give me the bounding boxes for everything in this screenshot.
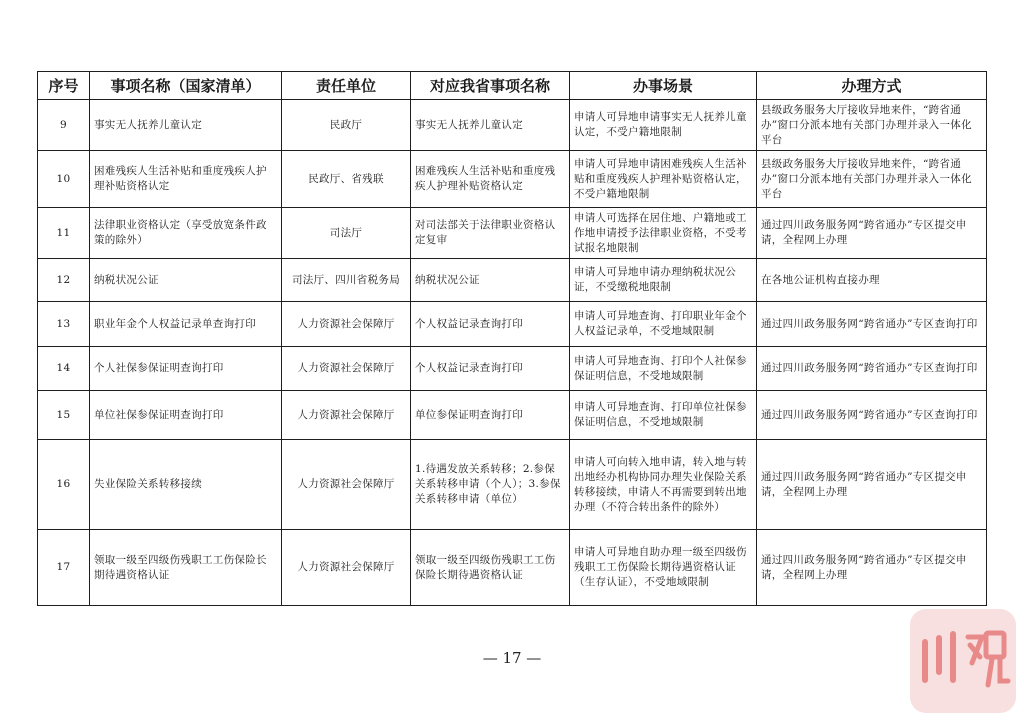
table-row bbox=[38, 259, 987, 302]
cell-province-item: 困难残疾人生活补贴和重度残疾人护理补贴资格认定 bbox=[411, 151, 570, 208]
cell-no: 9 bbox=[38, 100, 90, 151]
cell-item-name: 法律职业资格认定（享受放宽条件政策的除外） bbox=[90, 208, 282, 259]
table-row bbox=[38, 302, 987, 347]
cell-responsible-unit: 民政厅 bbox=[282, 100, 411, 151]
cell-scenario: 申请人可异地自助办理一级至四级伤残职工工伤保险长期待遇资格认证（生存认证），不受地域限制 bbox=[570, 530, 757, 606]
cell-no: 16 bbox=[38, 440, 90, 530]
cell-province-item: 个人权益记录查询打印 bbox=[411, 302, 570, 347]
cell-no: 11 bbox=[38, 208, 90, 259]
items-table bbox=[37, 71, 987, 606]
table-row bbox=[38, 208, 987, 259]
cell-responsible-unit: 民政厅、省残联 bbox=[282, 151, 411, 208]
header-scenario: 办事场景 bbox=[570, 72, 757, 100]
table-row bbox=[38, 100, 987, 151]
cell-method: 通过四川政务服务网“跨省通办”专区提交申请，全程网上办理 bbox=[757, 530, 987, 606]
cell-method: 县级政务服务大厅接收异地来件，“跨省通办”窗口分派本地有关部门办理并录入一体化平台 bbox=[757, 151, 987, 208]
header-no: 序号 bbox=[38, 72, 90, 100]
cell-no: 15 bbox=[38, 391, 90, 440]
cell-province-item: 领取一级至四级伤残职工工伤保险长期待遇资格认证 bbox=[411, 530, 570, 606]
cell-item-name: 领取一级至四级伤残职工工伤保险长期待遇资格认证 bbox=[90, 530, 282, 606]
cell-province-item: 对司法部关于法律职业资格认定复审 bbox=[411, 208, 570, 259]
cell-responsible-unit: 司法厅、四川省税务局 bbox=[282, 259, 411, 302]
cell-method: 通过四川政务服务网“跨省通办”专区提交申请，全程网上办理 bbox=[757, 208, 987, 259]
cell-method: 在各地公证机构直接办理 bbox=[757, 259, 987, 302]
cell-province-item: 1.待遇发放关系转移；2.参保关系转移申请（个人）；3.参保关系转移申请（单位） bbox=[411, 440, 570, 530]
cell-province-item: 个人权益记录查询打印 bbox=[411, 347, 570, 391]
cell-no: 12 bbox=[38, 259, 90, 302]
cell-item-name: 单位社保参保证明查询打印 bbox=[90, 391, 282, 440]
header-province-item: 对应我省事项名称 bbox=[411, 72, 570, 100]
cell-method: 通过四川政务服务网“跨省通办”专区查询打印 bbox=[757, 391, 987, 440]
table-row bbox=[38, 530, 987, 606]
cell-province-item: 纳税状况公证 bbox=[411, 259, 570, 302]
cell-scenario: 申请人可异地查询、打印职业年金个人权益记录单，不受地域限制 bbox=[570, 302, 757, 347]
cell-scenario: 申请人可异地申请办理纳税状况公证，不受缴税地限制 bbox=[570, 259, 757, 302]
cell-province-item: 事实无人抚养儿童认定 bbox=[411, 100, 570, 151]
cell-responsible-unit: 司法厅 bbox=[282, 208, 411, 259]
cell-scenario: 申请人可异地申请事实无人抚养儿童认定，不受户籍地限制 bbox=[570, 100, 757, 151]
table-row bbox=[38, 440, 987, 530]
cell-item-name: 事实无人抚养儿童认定 bbox=[90, 100, 282, 151]
table-row bbox=[38, 347, 987, 391]
cell-method: 通过四川政务服务网“跨省通办”专区查询打印 bbox=[757, 347, 987, 391]
cell-scenario: 申请人可选择在居住地、户籍地或工作地申请授予法律职业资格，不受考试报名地限制 bbox=[570, 208, 757, 259]
cell-item-name: 职业年金个人权益记录单查询打印 bbox=[90, 302, 282, 347]
cell-method: 县级政务服务大厅接收异地来件，“跨省通办”窗口分派本地有关部门办理并录入一体化平台 bbox=[757, 100, 987, 151]
cell-item-name: 失业保险关系转移接续 bbox=[90, 440, 282, 530]
header-item-name: 事项名称（国家清单） bbox=[90, 72, 282, 100]
cell-responsible-unit: 人力资源社会保障厅 bbox=[282, 440, 411, 530]
cell-no: 17 bbox=[38, 530, 90, 606]
cell-method: 通过四川政务服务网“跨省通办”专区查询打印 bbox=[757, 302, 987, 347]
cell-responsible-unit: 人力资源社会保障厅 bbox=[282, 530, 411, 606]
cell-scenario: 申请人可异地申请困难残疾人生活补贴和重度残疾人护理补贴资格认定，不受户籍地限制 bbox=[570, 151, 757, 208]
cell-method: 通过四川政务服务网“跨省通办”专区提交申请，全程网上办理 bbox=[757, 440, 987, 530]
table-row bbox=[38, 391, 987, 440]
cell-no: 10 bbox=[38, 151, 90, 208]
cell-scenario: 申请人可向转入地申请，转入地与转出地经办机构协同办理失业保险关系转移接续，申请人不再需要到转出地办理（不符合转出条件的除外） bbox=[570, 440, 757, 530]
table-row bbox=[38, 151, 987, 208]
cell-scenario: 申请人可异地查询、打印个人社保参保证明信息，不受地域限制 bbox=[570, 347, 757, 391]
cell-item-name: 纳税状况公证 bbox=[90, 259, 282, 302]
cell-responsible-unit: 人力资源社会保障厅 bbox=[282, 302, 411, 347]
header-method: 办理方式 bbox=[757, 72, 987, 100]
cell-province-item: 单位参保证明查询打印 bbox=[411, 391, 570, 440]
cell-item-name: 困难残疾人生活补贴和重度残疾人护理补贴资格认定 bbox=[90, 151, 282, 208]
page-number: — 17 — bbox=[482, 649, 542, 667]
cell-item-name: 个人社保参保证明查询打印 bbox=[90, 347, 282, 391]
table-header-row bbox=[38, 72, 987, 100]
header-responsible-unit: 责任单位 bbox=[282, 72, 411, 100]
cell-responsible-unit: 人力资源社会保障厅 bbox=[282, 391, 411, 440]
cell-no: 14 bbox=[38, 347, 90, 391]
cell-scenario: 申请人可异地查询、打印单位社保参保证明信息，不受地域限制 bbox=[570, 391, 757, 440]
cell-no: 13 bbox=[38, 302, 90, 347]
cell-responsible-unit: 人力资源社会保障厅 bbox=[282, 347, 411, 391]
chuanguan-watermark-logo bbox=[908, 605, 1018, 717]
